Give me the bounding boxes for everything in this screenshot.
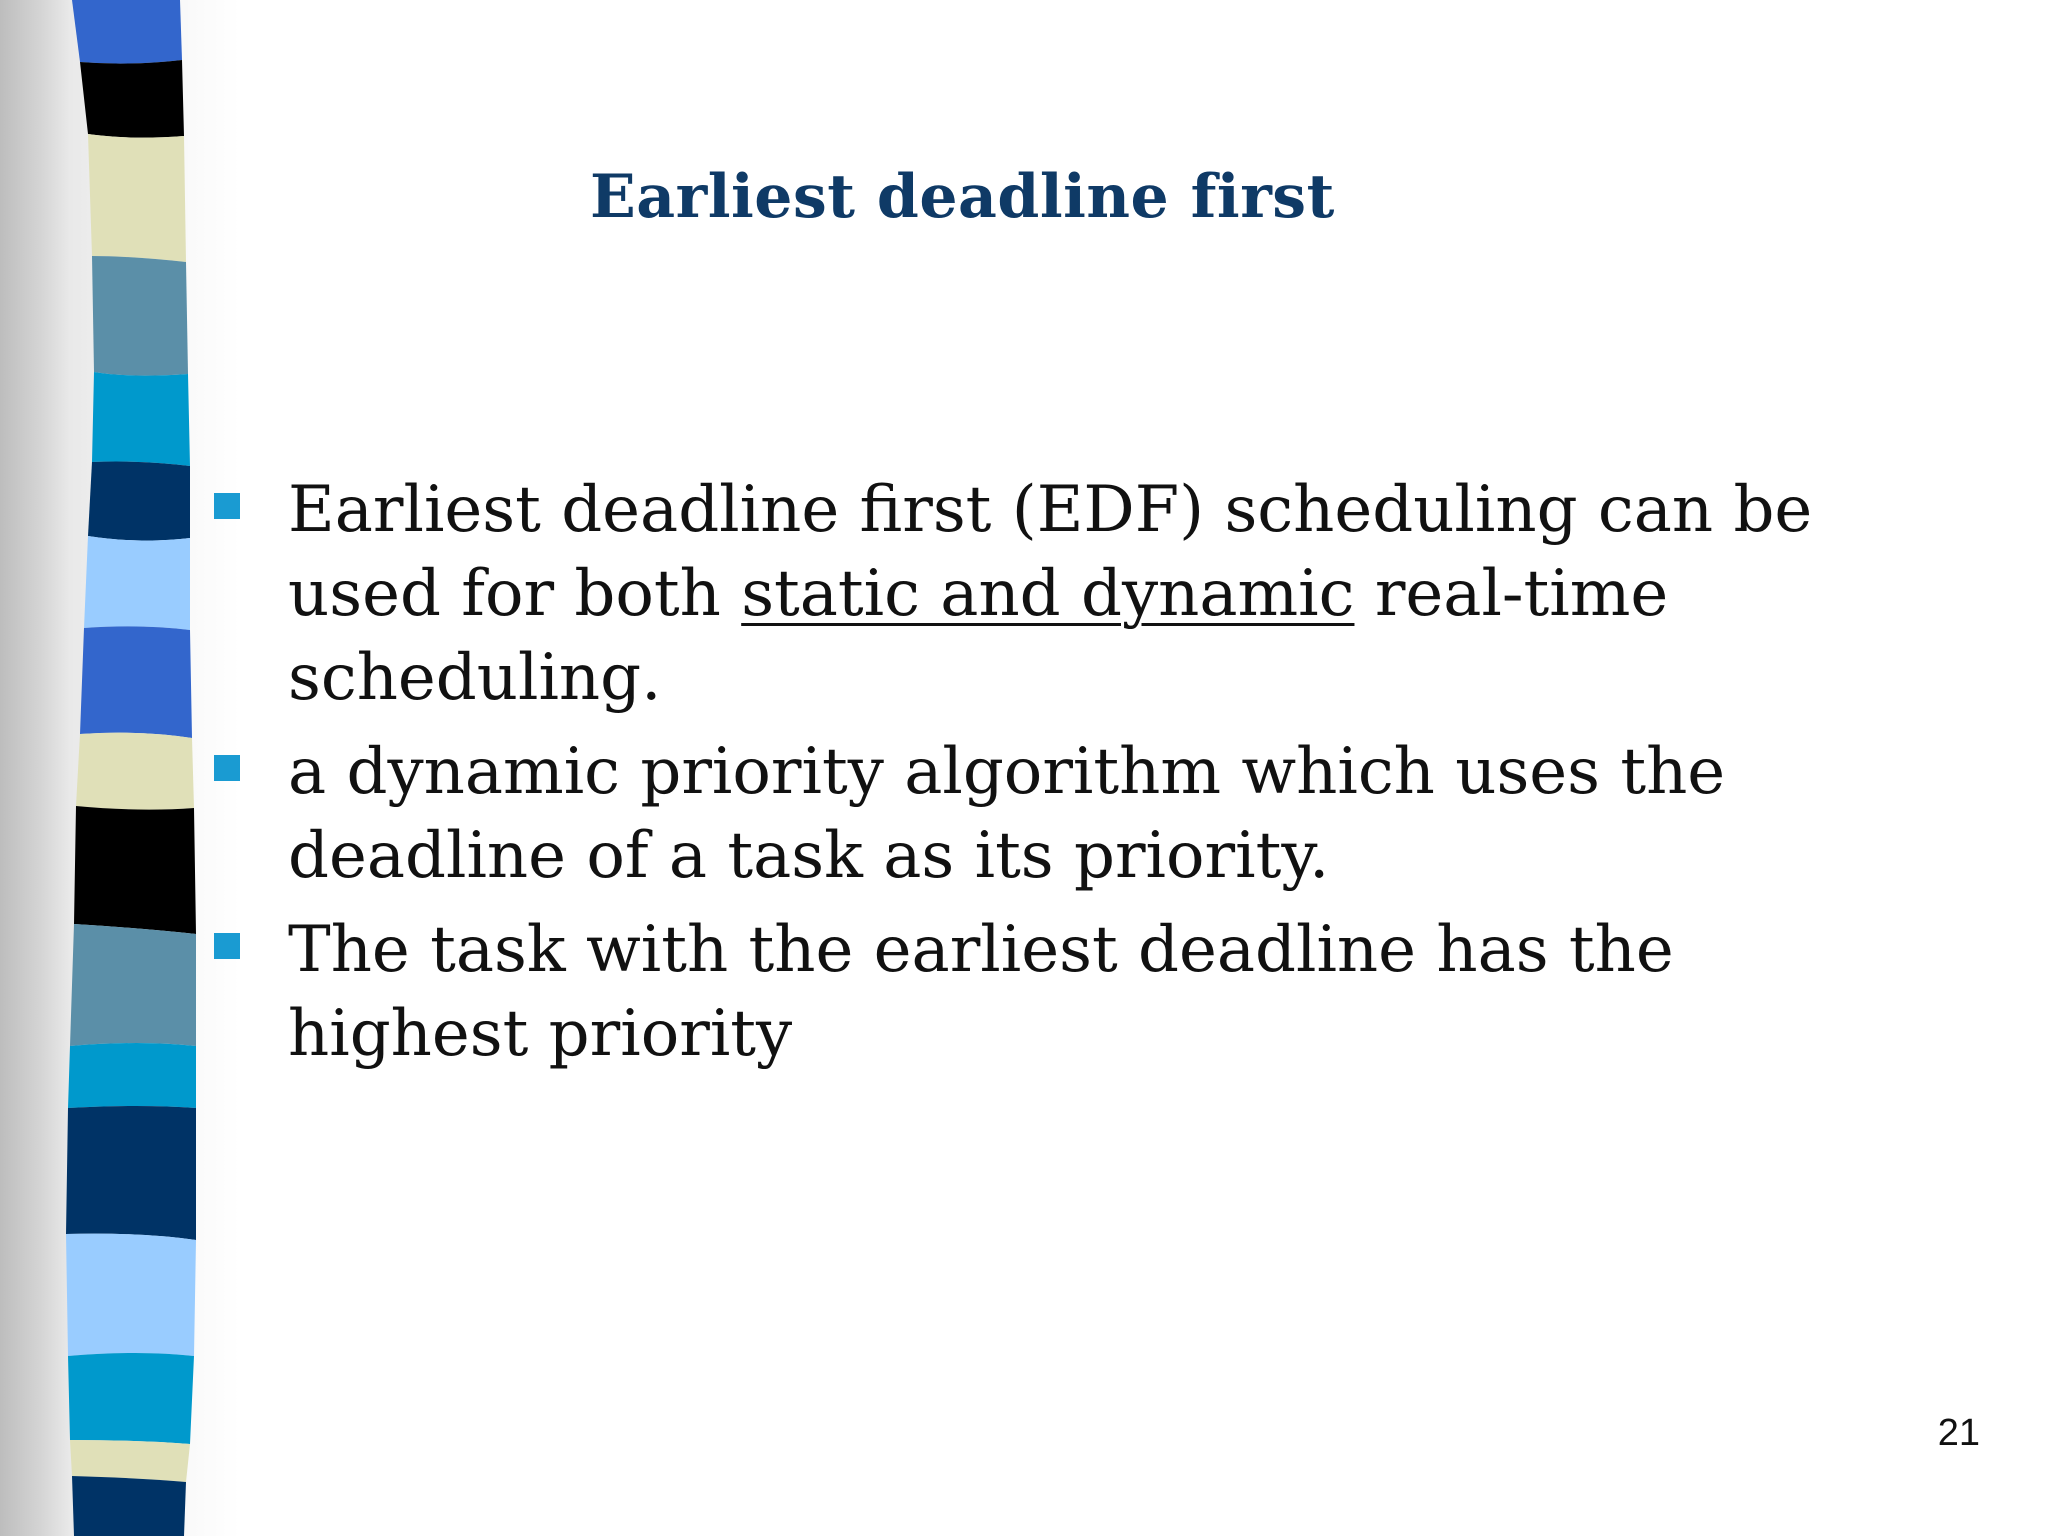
- bullet-text: a dynamic priority algorithm which uses the deadline of a task as its priority.: [288, 735, 1726, 893]
- underlined-phrase: static and dynamic: [741, 557, 1355, 631]
- stripe-cyan-3: [68, 1353, 194, 1444]
- stripe-light-1: [84, 536, 190, 630]
- decorative-stripe-band: [0, 0, 240, 1536]
- bullet-text-before: Earliest deadline first (EDF) scheduling can be used for both: [288, 473, 1813, 631]
- stripe-navy-1: [88, 462, 190, 541]
- stripe-cream-1: [88, 134, 186, 262]
- bullet-list: [210, 468, 1870, 1086]
- square-bullet-icon: [214, 755, 240, 781]
- stripe-blue-2: [80, 626, 192, 738]
- bullet-text: The task with the earliest deadline has the highest priority: [288, 913, 1674, 1071]
- square-bullet-icon: [214, 493, 240, 519]
- bullet-item-highest-priority: [210, 908, 1870, 1076]
- stripe-blue-1: [72, 0, 182, 64]
- bullet-text-after: real-time scheduling.: [288, 557, 1669, 715]
- stripe-black-1: [80, 60, 184, 138]
- square-bullet-icon: [214, 933, 240, 959]
- stripe-cream-2: [76, 733, 194, 810]
- stripe-cyan-2: [68, 1043, 196, 1108]
- slide-title: Earliest deadline first: [590, 162, 1335, 232]
- stripe-teal-1: [92, 256, 188, 376]
- stripe-cyan-1: [92, 372, 190, 466]
- stripe-navy-3: [72, 1476, 186, 1536]
- stripe-light-2: [66, 1234, 196, 1356]
- stripe-black-2: [74, 806, 196, 934]
- stripe-navy-2: [66, 1106, 196, 1240]
- bullet-item-dynamic-priority: [210, 730, 1870, 898]
- stripe-teal-2: [70, 924, 196, 1046]
- bullet-item-edf-usage: [210, 468, 1870, 720]
- page-number: 21: [1937, 1412, 1980, 1454]
- stripe-cream-3: [70, 1440, 190, 1482]
